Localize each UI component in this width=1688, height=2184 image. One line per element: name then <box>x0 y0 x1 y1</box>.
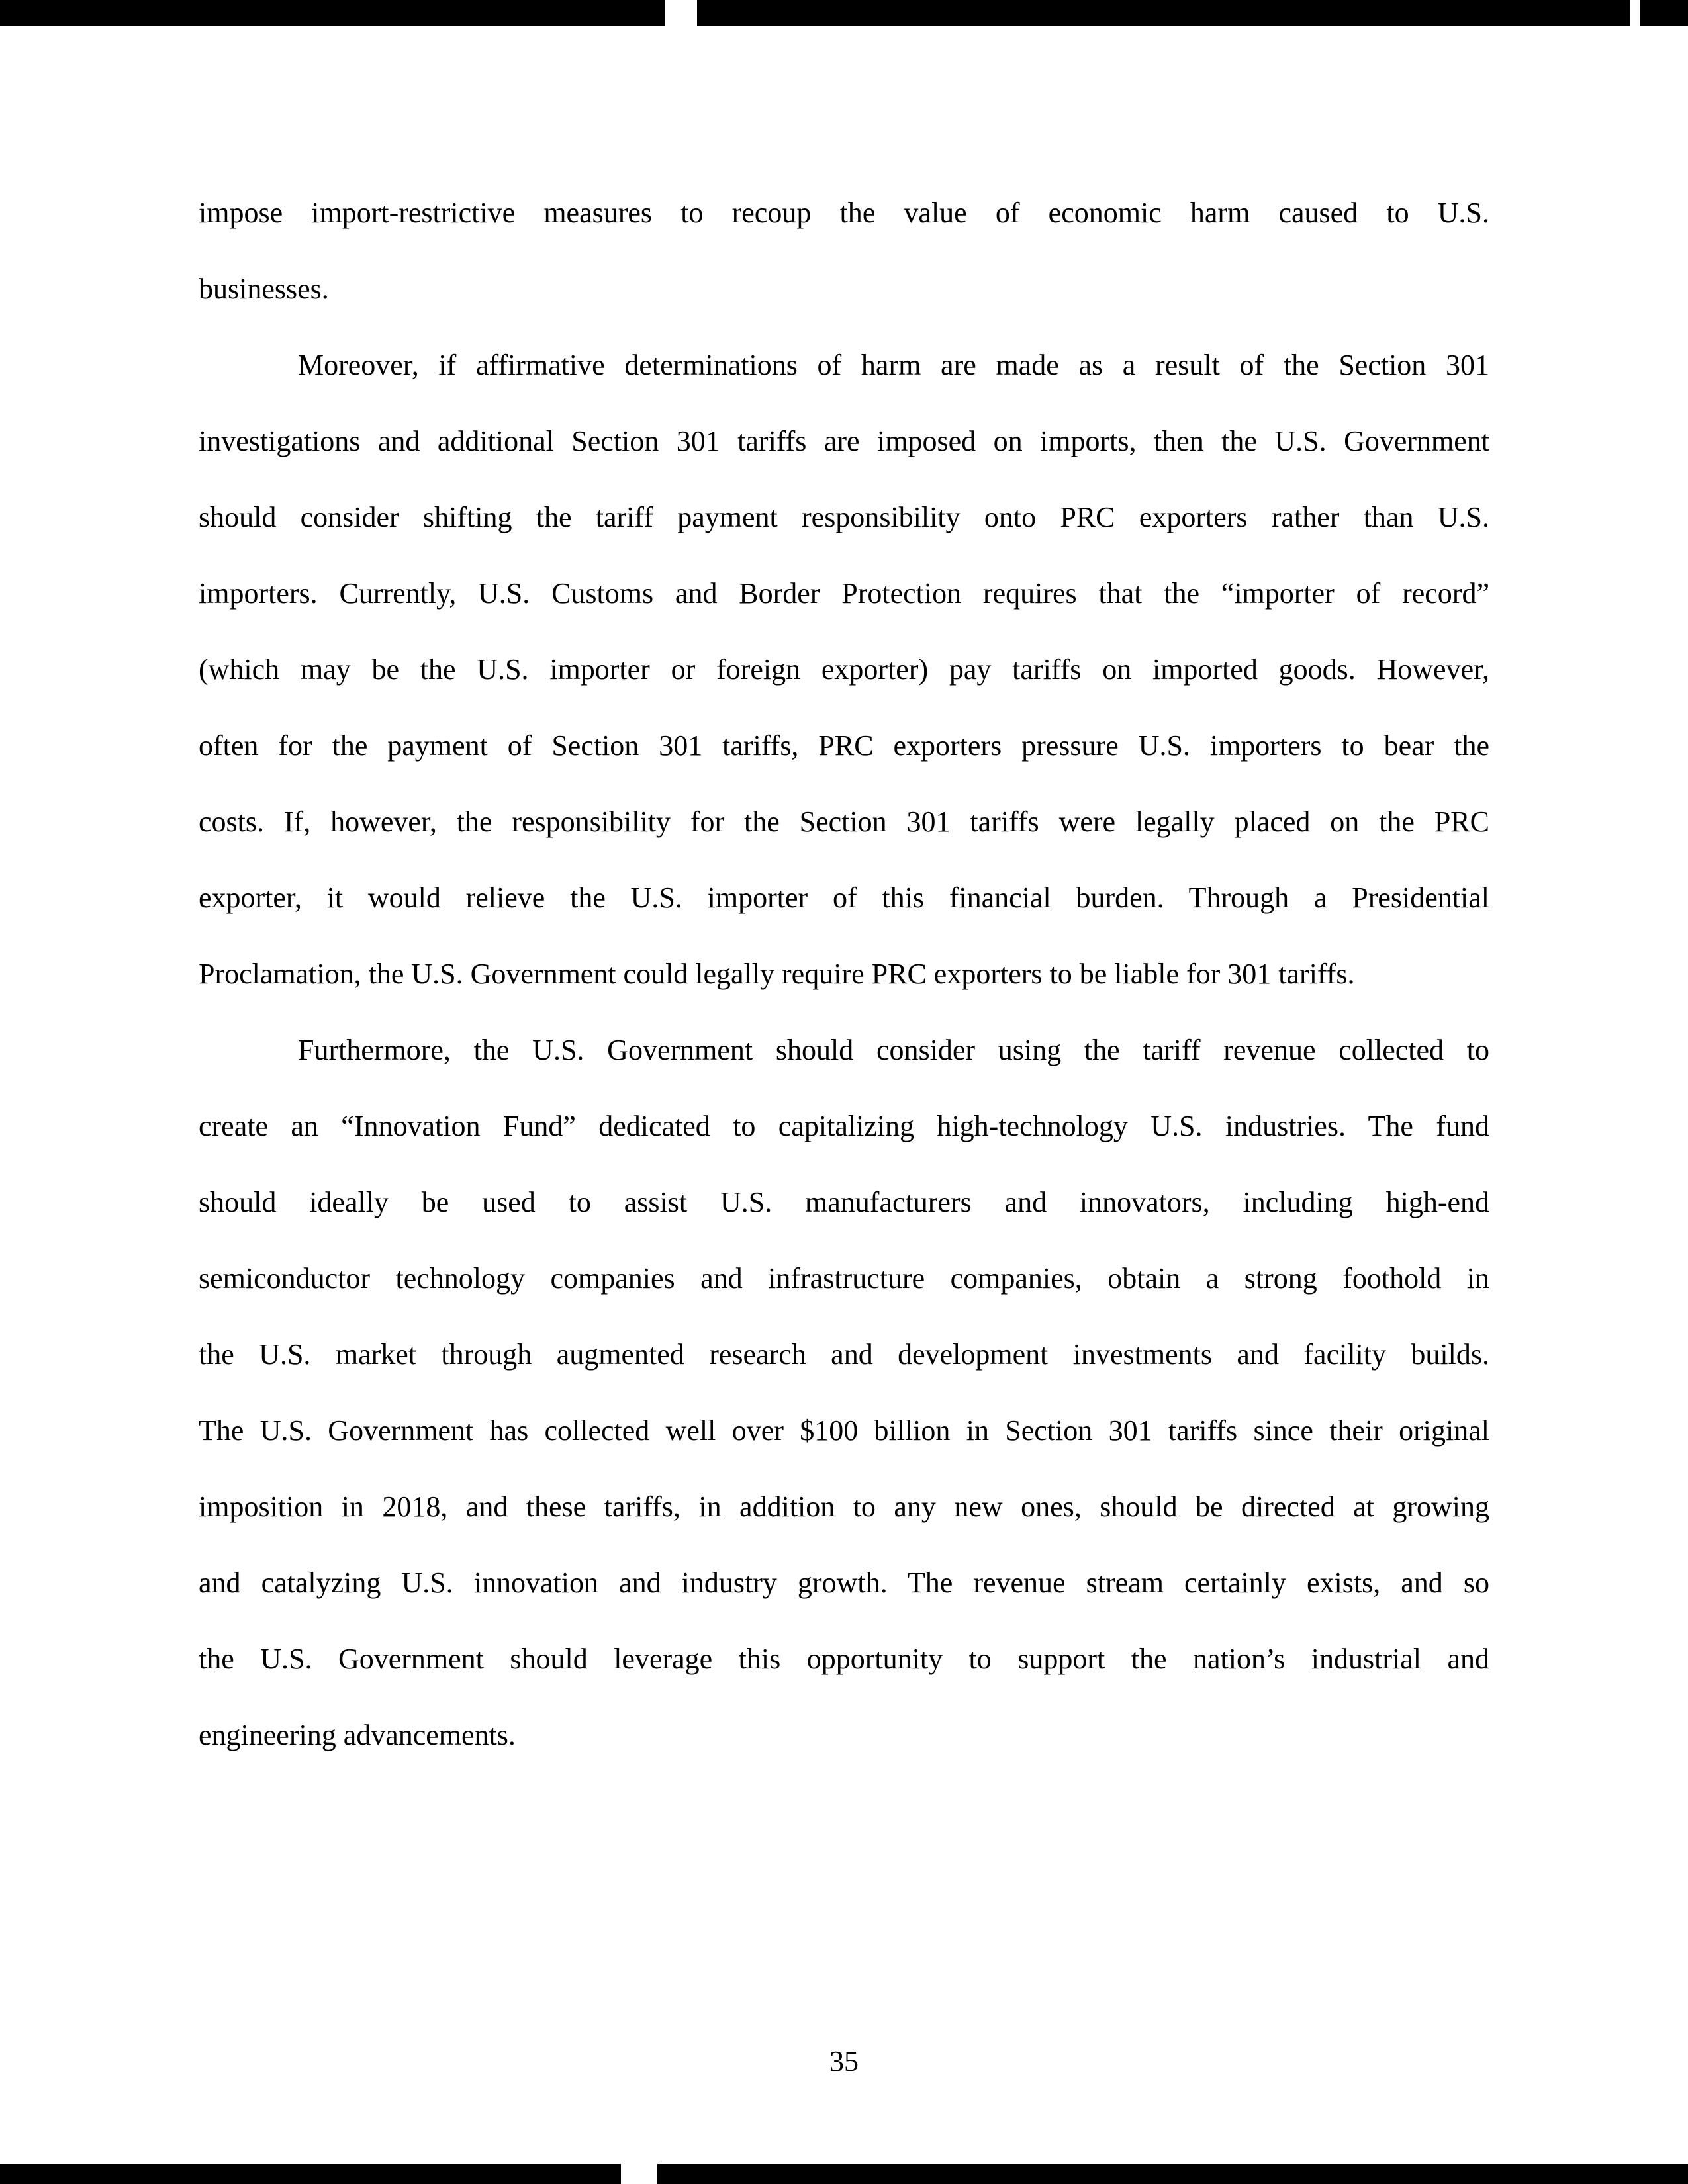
text-block <box>199 175 1489 1773</box>
text-line: businesses. <box>199 273 329 305</box>
text-line: semiconductor technology companies and infrastructure companies, obtain a strong foothold in <box>199 1262 1489 1295</box>
text-line: exporter, it would relieve the U.S. importer of this financial burden. Through a Presidential <box>199 882 1489 914</box>
scan-edge-artifact-top <box>0 0 1688 26</box>
text-line: Furthermore, the U.S. Government should consider using the tariff revenue collected to <box>298 1034 1489 1066</box>
text-line: investigations and additional Section 301 tariffs are imposed on imports, then the U.S. Government <box>199 425 1489 457</box>
text-line: (which may be the U.S. importer or foreign exporter) pay tariffs on imported goods. However, <box>199 653 1489 686</box>
text-line: costs. If, however, the responsibility for the Section 301 tariffs were legally placed on the PRC <box>199 805 1489 838</box>
text-line: should consider shifting the tariff payment responsibility onto PRC exporters rather than U.S. <box>199 501 1489 533</box>
text-line: Proclamation, the U.S. Government could legally require PRC exporters to be liable for 301 tariffs. <box>199 958 1355 990</box>
text-line: engineering advancements. <box>199 1719 516 1751</box>
scan-edge-artifact-bottom <box>0 2164 1688 2184</box>
text-line: Moreover, if affirmative determinations of harm are made as a result of the Section 301 <box>298 349 1489 381</box>
text-line: the U.S. Government should leverage this opportunity to support the nation’s industrial and <box>199 1643 1489 1675</box>
text-line: importers. Currently, U.S. Customs and Border Protection requires that the “importer of record” <box>199 577 1489 610</box>
text-line: impose import-restrictive measures to recoup the value of economic harm caused to U.S. <box>199 197 1489 229</box>
text-line: often for the payment of Section 301 tariffs, PRC exporters pressure U.S. importers to bear the <box>199 729 1489 762</box>
text-line: should ideally be used to assist U.S. manufacturers and innovators, including high-end <box>199 1186 1489 1218</box>
scan-notch <box>1630 0 1640 26</box>
page-number: 35 <box>829 2045 859 2077</box>
text-line: create an “Innovation Fund” dedicated to capitalizing high-technology U.S. industries. The fund <box>199 1110 1489 1142</box>
text-line: The U.S. Government has collected well over $100 billion in Section 301 tariffs since their original <box>199 1414 1489 1447</box>
text-line: imposition in 2018, and these tariffs, in addition to any new ones, should be directed at growing <box>199 1490 1489 1523</box>
scan-notch <box>621 2164 657 2184</box>
text-line: and catalyzing U.S. innovation and industry growth. The revenue stream certainly exists, and so <box>199 1567 1489 1599</box>
text-line: the U.S. market through augmented research and development investments and facility builds. <box>199 1338 1489 1371</box>
scan-notch <box>665 0 697 26</box>
